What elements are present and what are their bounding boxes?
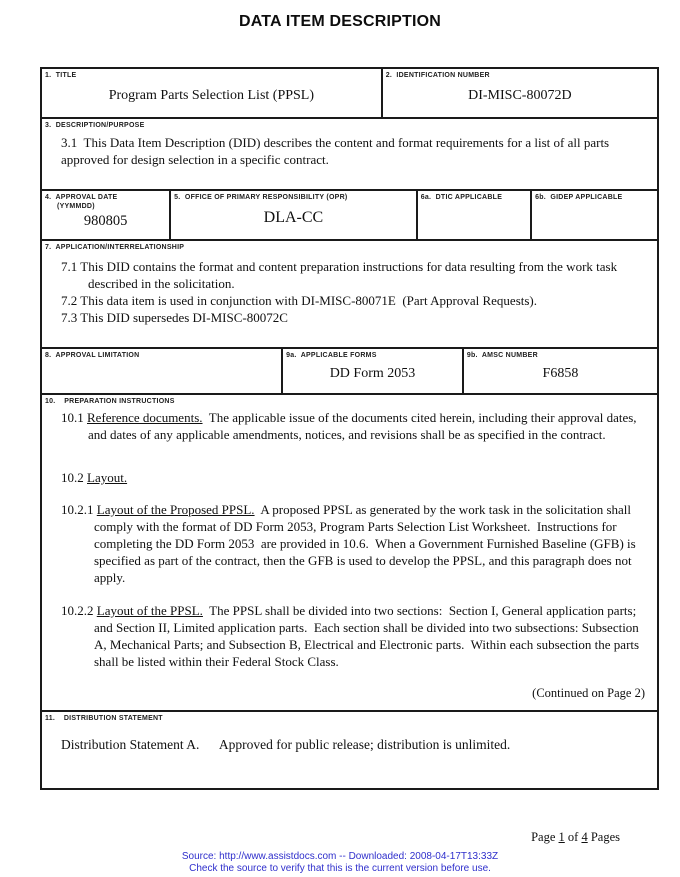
gidep-applicable-label: 6b. GIDEP APPLICABLE [535,194,623,201]
application-interrelationship-label: 7. APPLICATION/INTERRELATIONSHIP [45,244,185,251]
applicable-forms-value: DD Form 2053 [329,366,416,381]
title-block [42,69,383,117]
amsc-number-value: F6858 [542,366,579,381]
page-number-current: 1 [558,830,565,844]
approval-limitation-label: 8. APPROVAL LIMITATION [45,352,140,359]
source-note-line1: Source: http://www.assistdocs.com -- Downloaded: 2008-04-17T13:33Z [181,851,499,862]
preparation-instructions-label: 10. PREPARATION INSTRUCTIONS [45,398,175,405]
identification-number-block [383,69,657,117]
form-row-3 [42,191,657,241]
paragraph-10-2-heading: Layout. [87,470,128,485]
applicable-forms-block [283,349,464,393]
title-block-value: Program Parts Selection List (PPSL) [108,88,315,103]
dtic-applicable-block [418,191,532,239]
application-items [42,252,657,326]
approval-date-sublabel: (YYMMDD) [57,203,95,210]
paragraph-10-2-2 [61,602,649,670]
opr-label: 5. OFFICE OF PRIMARY RESPONSIBILITY (OPR) [174,194,348,201]
paragraph-10-2-1-heading: Layout of the Proposed PPSL. [96,502,255,517]
paragraph-10-2 [61,469,649,486]
page-number [531,830,620,845]
paragraph-10-2-1-number: 10.2.1 [61,502,97,517]
paragraph-10-1-number: 10.1 [61,410,87,425]
description-purpose-label: 3. DESCRIPTION/PURPOSE [45,122,145,129]
form-row-7 [42,712,657,788]
approval-date-block [42,191,171,239]
title-block-label: 1. TITLE [45,72,77,79]
application-item-7-2: 7.2 This data item is used in conjunction with DI-MISC-80071E (Part Approval Requests). [61,293,538,308]
page-number-suffix: Pages [587,830,620,844]
approval-date-label: 4. APPROVAL DATE [45,194,118,201]
preparation-instructions-block [42,395,657,710]
application-interrelationship-block [42,241,657,347]
distribution-statement-value: Distribution Statement A. Approved for public release; distribution is unlimited. [61,737,511,752]
paragraph-10-1 [61,409,649,443]
description-purpose-block [42,119,657,189]
paragraph-10-2-2-text: The PPSL shall be divided into two sections: Section I, General application parts; and Section II, Limited application parts. Each section shall be divided into two subsections: Subsection A, Mechanical Parts; and Subsection B, Electrical and Electronic parts. Within each subsection the parts shall be listed within their Federal Stock Class. [94,603,643,669]
source-note-line2: Check the source to verify that this is the current version before use. [189,862,491,874]
application-item-7-1: 7.1 This DID contains the format and content preparation instructions for data resulting from the work task described in the solicitation. [61,259,621,291]
form-row-4 [42,241,657,349]
paragraph-10-2-2-number: 10.2.2 [61,603,97,618]
source-note [0,851,680,874]
dtic-applicable-label: 6a. DTIC APPLICABLE [420,194,503,201]
approval-date-value: 980805 [83,212,128,229]
identification-number-label: 2. IDENTIFICATION NUMBER [385,72,490,79]
opr-block [171,191,418,239]
page-number-separator: of [564,830,582,844]
paragraph-10-1-text: The applicable issue of the documents cited herein, including their approval dates, and dates of any applicable amendments, notices, and revisions shall be as specified in the contract. [88,410,640,442]
paragraph-10-2-number: 10.2 [61,470,87,485]
description-purpose-text: 3.1 This Data Item Description (DID) describes the content and format requirements for a list of all parts approved for design selection in a specific contract. [61,135,613,167]
form-row-6 [42,395,657,712]
paragraph-10-2-1 [61,501,649,586]
distribution-statement-label: 11. DISTRIBUTION STATEMENT [45,715,163,722]
form-row-1 [42,69,657,119]
document-title: DATA ITEM DESCRIPTION [238,13,442,30]
amsc-number-block [464,349,657,393]
opr-value: DLA-CC [263,209,324,226]
form-row-2 [42,119,657,191]
preparation-instructions-body [42,406,657,702]
page-number-prefix: Page [531,830,559,844]
approval-limitation-value [42,360,281,393]
form-row-5 [42,349,657,395]
paragraph-10-2-2-heading: Layout of the PPSL. [96,603,203,618]
distribution-statement-block [42,712,657,788]
gidep-applicable-block [532,191,657,239]
continued-note: (Continued on Page 2) [532,686,645,700]
gidep-applicable-value [532,202,657,239]
amsc-number-label: 9b. AMSC NUMBER [466,352,538,359]
did-form [40,67,659,790]
application-item-7-3: 7.3 This DID supersedes DI-MISC-80072C [61,310,288,325]
applicable-forms-label: 9a. APPLICABLE FORMS [286,352,377,359]
approval-limitation-block [42,349,283,393]
dtic-applicable-value [418,202,530,239]
paragraph-10-1-heading: Reference documents. [87,410,203,425]
paragraph-10-2-1-text: A proposed PPSL as generated by the work task in the solicitation shall comply with the format of DD Form 2053, Program Parts Selection List Worksheet. Instructions for completing the DD Form 2053 are provided in 10.6. When a Government Furnished Baseline (GFB) is specified as part of the contract, then the GFB is used to develop the PPSL, and this paragraph does not apply. [94,502,639,585]
page-number-total: 4 [581,830,588,844]
identification-number-value: DI-MISC-80072D [468,88,572,103]
